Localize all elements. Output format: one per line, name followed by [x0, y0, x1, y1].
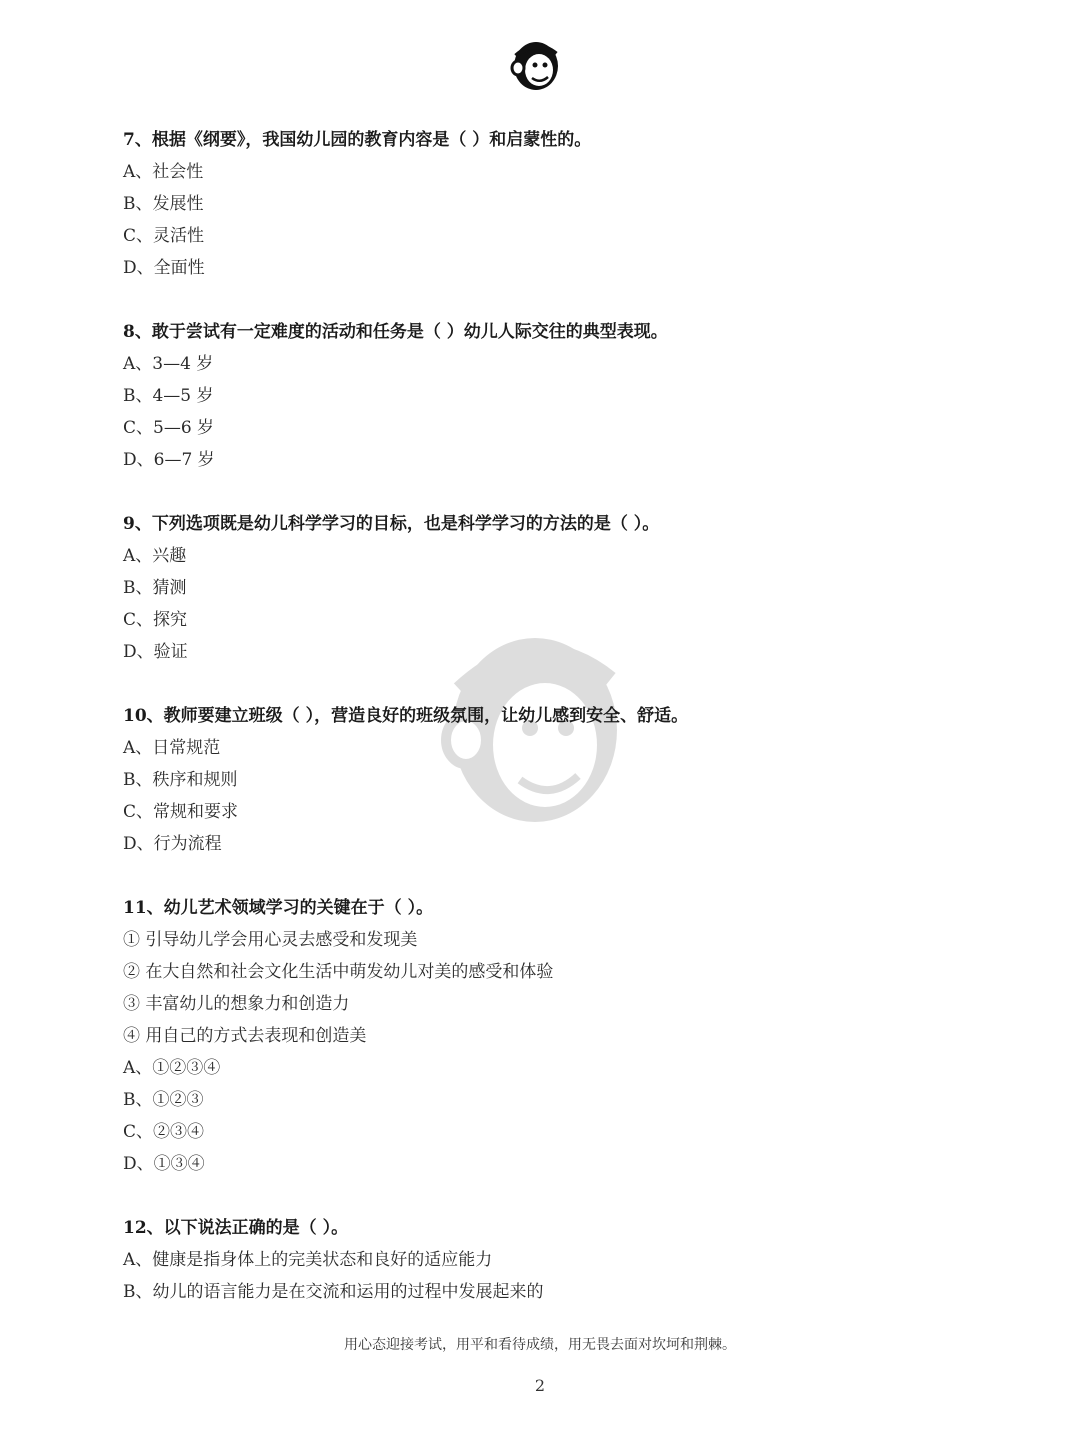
- option-b: B、4—5 岁: [123, 386, 214, 406]
- question-title: 10、教师要建立班级（ ），营造良好的班级氛围，让幼儿感到安全、舒适。: [123, 706, 689, 726]
- option-d: D、行为流程: [123, 834, 222, 854]
- footer-motto: 用心态迎接考试，用平和看待成绩，用无畏去面对坎坷和荆棘。: [344, 1337, 736, 1353]
- question-list: [123, 124, 983, 1340]
- option-d: D、全面性: [123, 258, 205, 278]
- statement-2: ② 在大自然和社会文化生活中萌发幼儿对美的感受和体验: [123, 962, 554, 982]
- page-number: 2: [534, 1376, 546, 1395]
- question-title: 12、以下说法正确的是（ ）。: [123, 1218, 349, 1238]
- option-a: A、兴趣: [123, 546, 187, 566]
- question-title: 8、敢于尝试有一定难度的活动和任务是（ ）幼儿人际交往的典型表现。: [123, 322, 668, 342]
- option-d: D、验证: [123, 642, 188, 662]
- option-c: C、探究: [123, 610, 188, 630]
- option-b: B、①②③: [123, 1090, 204, 1110]
- question-10: [123, 700, 983, 860]
- option-a: A、健康是指身体上的完美状态和良好的适应能力: [123, 1250, 493, 1270]
- question-11: [123, 892, 983, 1180]
- question-12: [123, 1212, 983, 1308]
- option-a: A、3—4 岁: [123, 354, 214, 374]
- question-9: [123, 508, 983, 668]
- question-title: 9、下列选项既是幼儿科学学习的目标，也是科学学习的方法的是（ ）。: [123, 514, 660, 534]
- option-a: A、日常规范: [123, 738, 221, 758]
- option-c: C、灵活性: [123, 226, 205, 246]
- statement-4: ④ 用自己的方式去表现和创造美: [123, 1026, 367, 1046]
- option-d: D、①③④: [123, 1154, 205, 1174]
- option-a: A、社会性: [123, 162, 204, 182]
- option-c: C、5—6 岁: [123, 418, 215, 438]
- option-c: C、②③④: [123, 1122, 205, 1142]
- question-title: 7、根据《纲要》，我国幼儿园的教育内容是（ ）和启蒙性的。: [123, 130, 592, 150]
- option-b: B、发展性: [123, 194, 204, 214]
- statement-3: ③ 丰富幼儿的想象力和创造力: [123, 994, 350, 1014]
- option-c: C、常规和要求: [123, 802, 239, 822]
- option-b: B、秩序和规则: [123, 770, 238, 790]
- statement-1: ① 引导幼儿学会用心灵去感受和发现美: [123, 930, 418, 950]
- option-b: B、猜测: [123, 578, 187, 598]
- question-title: 11、幼儿艺术领域学习的关键在于（ ）。: [123, 898, 434, 918]
- question-8: [123, 316, 983, 476]
- monkey-mascot-icon: [508, 36, 564, 92]
- option-b: B、幼儿的语言能力是在交流和运用的过程中发展起来的: [123, 1282, 544, 1302]
- option-d: D、6—7 岁: [123, 450, 215, 470]
- question-7: [123, 124, 983, 284]
- option-a: A、①②③④: [123, 1058, 221, 1078]
